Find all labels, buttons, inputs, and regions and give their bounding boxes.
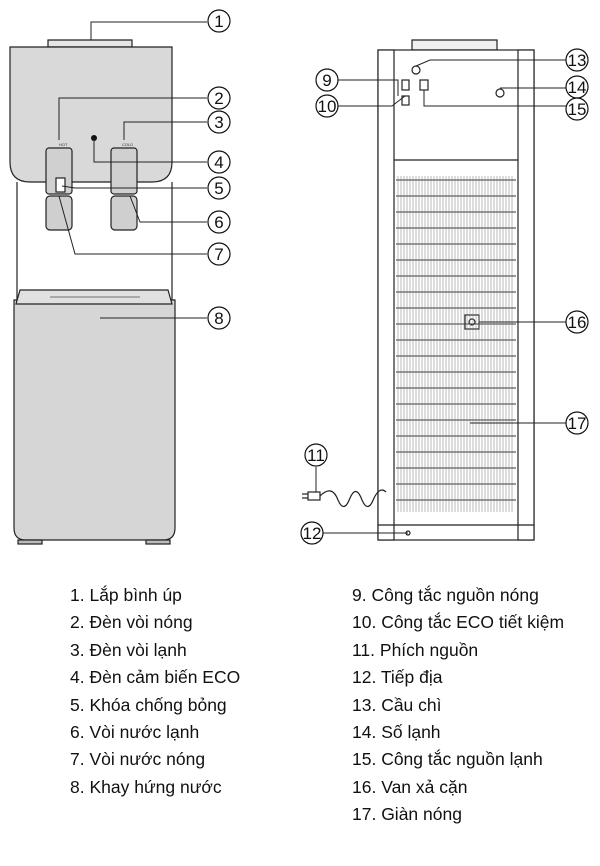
callout-10 <box>316 95 338 117</box>
svg-text:12: 12 <box>302 524 322 543</box>
legend-item-12: 12. Tiếp địa <box>352 667 443 688</box>
callout-4 <box>208 151 230 173</box>
svg-text:8: 8 <box>214 309 224 328</box>
back-view <box>302 40 534 540</box>
back-inner-left <box>378 50 394 540</box>
cold-tap <box>111 148 137 230</box>
svg-text:2: 2 <box>214 89 224 108</box>
legend-item-7: 7. Vòi nước nóng <box>70 749 206 770</box>
callout-13 <box>566 49 588 71</box>
legend-item-17: 17. Giàn nóng <box>352 804 462 825</box>
legend-item-3: 3. Đèn vòi lạnh <box>70 639 187 660</box>
svg-text:6: 6 <box>214 213 224 232</box>
cold-thermostat <box>496 89 504 97</box>
hot-tap <box>46 148 72 230</box>
svg-text:7: 7 <box>214 245 224 264</box>
hot-power-switch <box>402 80 409 90</box>
hot-tap-label: HOT <box>59 142 68 147</box>
fuse <box>412 66 420 74</box>
svg-text:16: 16 <box>567 313 587 332</box>
svg-text:10: 10 <box>317 97 337 116</box>
legend-item-1: 1. Lắp bình úp <box>70 585 182 605</box>
legend-item-8: 8. Khay hứng nước <box>70 776 222 797</box>
legend-item-10: 10. Công tắc ECO tiết kiệm <box>352 612 565 633</box>
legend-left-column <box>70 582 240 801</box>
legend-item-2: 2. Đèn vòi nóng <box>70 612 193 633</box>
legend-item-9: 9. Công tắc nguồn nóng <box>352 585 539 605</box>
callout-12 <box>301 522 323 544</box>
power-plug <box>302 490 386 507</box>
svg-text:9: 9 <box>322 71 332 90</box>
svg-text:15: 15 <box>567 100 587 119</box>
legend-item-6: 6. Vòi nước lạnh <box>70 722 200 743</box>
callout-1 <box>208 10 230 32</box>
back-frame <box>378 50 534 540</box>
svg-text:11: 11 <box>307 446 325 465</box>
callout-9 <box>316 69 338 91</box>
condenser-coils <box>396 180 516 500</box>
callout-15 <box>566 98 588 120</box>
svg-text:1: 1 <box>214 12 224 31</box>
svg-text:5: 5 <box>214 179 224 198</box>
callout-6 <box>208 211 230 233</box>
callout-5 <box>208 177 230 199</box>
callout-7 <box>208 243 230 265</box>
svg-text:17: 17 <box>567 414 587 433</box>
lower-cabinet <box>14 300 175 540</box>
legend-item-5: 5. Khóa chống bỏng <box>70 694 227 715</box>
legend-item-16: 16. Van xả cặn <box>352 776 468 797</box>
foot-right <box>146 540 170 544</box>
svg-text:13: 13 <box>567 51 587 70</box>
legend-right-column <box>352 582 564 829</box>
front-view <box>10 40 175 544</box>
foot-left <box>18 540 42 544</box>
bottle-mount <box>48 40 132 47</box>
back-inner-right <box>518 50 534 540</box>
cold-tap-label: COLD <box>122 142 134 147</box>
legend-item-11: 11. Phích nguồn <box>352 639 479 660</box>
legend-item-13: 13. Cầu chì <box>352 694 442 715</box>
cold-power-switch <box>420 80 428 90</box>
svg-text:3: 3 <box>214 113 224 132</box>
svg-text:14: 14 <box>567 78 587 97</box>
legend-item-15: 15. Công tắc nguồn lạnh <box>352 749 543 770</box>
callout-3 <box>208 111 230 133</box>
callout-14 <box>566 76 588 98</box>
legend-item-4: 4. Đèn cảm biến ECO <box>70 667 241 688</box>
callout-16 <box>566 311 588 333</box>
callout-17 <box>566 412 588 434</box>
callout-11 <box>305 444 327 466</box>
callout-2 <box>208 87 230 109</box>
back-top-mount <box>412 40 497 50</box>
legend-item-14: 14. Số lạnh <box>352 722 441 743</box>
svg-text:4: 4 <box>214 153 224 172</box>
callout-8 <box>208 307 230 329</box>
